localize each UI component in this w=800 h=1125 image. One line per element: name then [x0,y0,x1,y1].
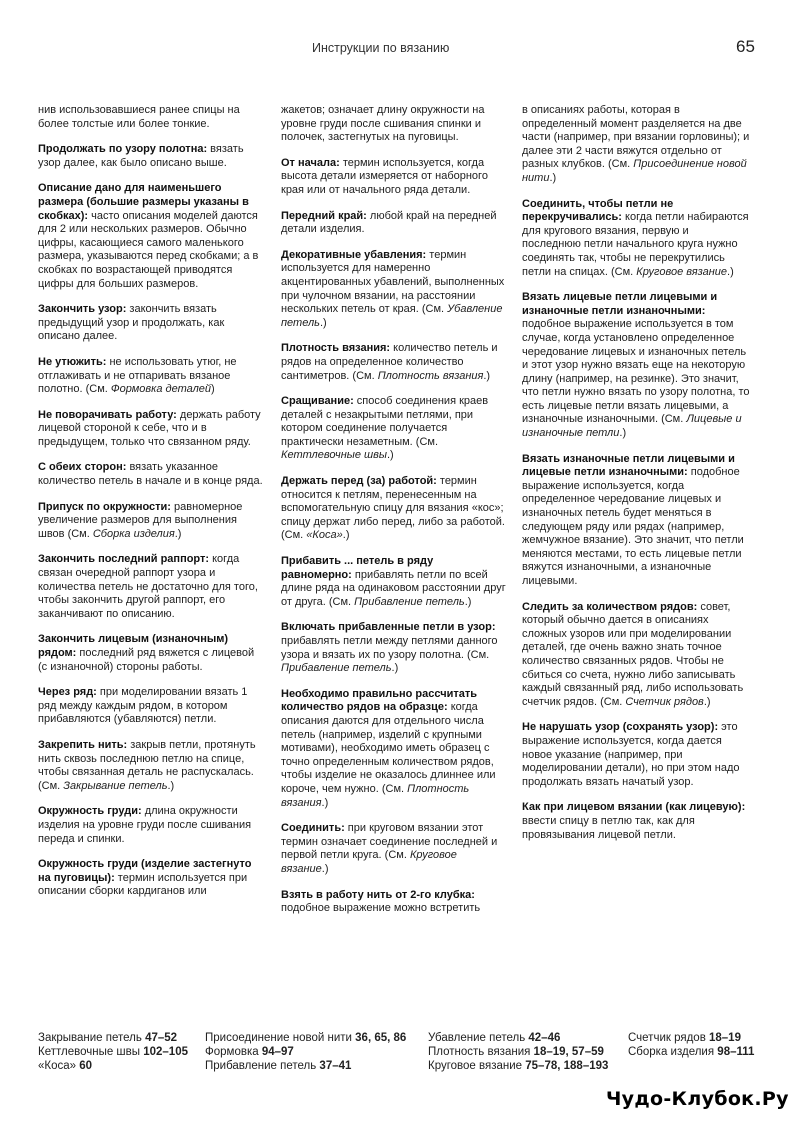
index-pages: 75–78, 188–193 [525,1060,609,1072]
glossary-term: Необходимо правильно рассчитать количество рядов на образце: [281,687,477,714]
index-label: Присоединение новой нити [205,1032,356,1044]
reference-closing: .) [703,695,711,708]
index-label: Убавление петель [428,1032,529,1044]
glossary-definition: любой край на передней детали изделия. [281,209,497,236]
glossary-definition: нив использовавшиеся ранее спицы на более толстые или более тонкие. [38,104,240,130]
index-pages: 36, 65, 86 [355,1032,407,1044]
glossary-definition: способ соединения краев деталей с незакрытыми петлями, при котором соединение получается практически незаметным. (См. [281,395,489,448]
glossary-term: Сращивание: [281,395,354,408]
glossary-term: Вязать лицевые петли лицевыми и изнаночные петли изнаночными: [522,291,718,317]
glossary-entry [38,686,263,727]
index-footer-item [428,1045,608,1059]
index-pages: 37–41 [319,1060,352,1072]
glossary-entry [281,889,507,916]
glossary-term: Не утюжить: [38,355,107,368]
reference-closing: .) [727,265,734,278]
glossary-definition: закончить вязать предыдущий узор и продолжать, как описано далее. [38,303,225,343]
index-label: Сборка изделия [628,1046,718,1058]
glossary-term: Не поворачивать работу: [38,408,177,421]
glossary-definition: длина окружности изделия на уровне груди после сшивания переда и спинки. [38,805,252,845]
glossary-definition: подобное выражение можно встретить [281,902,481,915]
cross-reference: Лицевые и изнаночные петли [522,413,742,440]
glossary-definition: прибавлять петли по всей длине ряда на одинаковом расстоянии друг от друга. (См. [281,568,506,608]
glossary-term: Соединить: [281,822,345,835]
index-footer-item [628,1031,754,1045]
cross-reference: Закрывание петель [63,779,168,792]
glossary-definition: термин относится к петлям, перенесенным на вспомогательную спицу для вязания «кос»; спицу держат либо перед, либо за работой. (См. [281,475,505,542]
glossary-term: Описание дано для наименьшего размера (большие размеры указаны в скобках): [38,182,249,222]
cross-reference: Круговое вязание [636,265,728,278]
glossary-entry [38,104,263,131]
glossary-entry [38,409,263,450]
glossary-term: Продолжать по узору полотна: [38,143,208,156]
glossary-entry [522,198,750,280]
glossary-definition: термин используется при описании сборки кардиганов или [38,871,248,898]
glossary-definition: при моделировании вязать 1 ряд между каждым рядом, в котором прибавляются (убавляются) петли. [38,686,248,726]
glossary-entry [522,721,750,789]
reference-closing: .) [342,529,350,542]
reference-closing: .) [321,862,329,875]
glossary-entry [38,633,263,674]
glossary-entry [38,805,263,846]
glossary-definition: жакетов; означает длину окружности на уровне груди после сшивания спинки и полочек, застегнутых на пуговицы. [281,104,485,144]
index-footer-col-4 [628,1031,754,1059]
glossary-entry [281,395,507,463]
index-pages: 94–97 [261,1046,294,1058]
glossary-entry [281,157,507,198]
glossary-term: От начала: [281,156,340,169]
glossary-term: Окружность груди (изделие застегнуто на пуговицы): [38,858,252,884]
reference-closing: .) [549,171,557,184]
cross-reference: Прибавление петель [354,595,465,608]
glossary-term: Через ряд: [38,686,97,699]
glossary-definition: часто описания моделей даются для 2 или нескольких размеров. Обычно цифры, касающиеся самого маленького размера, указываются перед скобками; а в скобках по возрастающей приводятся цифры для больших размеров. [38,209,259,290]
glossary-term: Соединить, чтобы петли не перекручивались: [522,197,674,224]
reference-closing: .) [387,449,394,462]
glossary-definition: равномерное увеличение размеров для выполнения швов (См. [38,500,243,540]
glossary-definition: подобное выражение используется в том случае, когда установлено определенное чередование лицевых и изнаночных петель и этот узор нужно вязать еще на некоторую длину (например, на резинке). Это значит, что петли нужно вязать по узору полотна, то есть лицевые петли вязать лицевыми, а изнаночные изнаночными. (См. [522,318,750,426]
glossary-column-3 [522,104,750,854]
glossary-entry [38,303,263,344]
index-pages: 47–52 [145,1032,178,1044]
glossary-entry [281,555,507,609]
cross-reference: Формовка деталей [110,383,212,396]
glossary-entry [281,688,507,810]
glossary-entry [522,104,750,186]
index-footer-col-3 [428,1031,608,1073]
index-pages: 18–19, 57–59 [533,1046,604,1058]
index-pages: 42–46 [528,1032,561,1044]
glossary-entry [522,801,750,842]
index-footer-item [205,1045,406,1059]
index-label: «Коса» [38,1060,80,1072]
glossary-entry [281,210,507,237]
glossary-definition: последний ряд вяжется с лицевой (с изнаночной) стороны работы. [38,647,255,673]
glossary-term: Взять в работу нить от 2-го клубка: [281,888,475,901]
glossary-entry [38,858,263,899]
glossary-definition: подобное выражение используется, когда определенное чередование лицевых и изнаночных петель будет меняться в следующем ряду или рядах (например, жемчужное вязание). Это значит, что петли меняются местами, то есть лицевые петли вяжутся изнаночными, а изнаночные лицевыми. [522,466,744,587]
glossary-definition: термин используется, когда высота детали измеряется от наборного края или от начального ряда детали. [281,156,488,196]
cross-reference: Кеттлевочные швы [281,449,387,462]
glossary-term: Вязать изнаночные петли лицевыми и лицевые петли изнаночными: [522,452,735,479]
glossary-entry [522,453,750,589]
reference-closing: .) [167,779,175,792]
index-footer-item [428,1059,608,1073]
glossary-term: Плотность вязания: [281,342,391,355]
index-label: Плотность вязания [428,1046,534,1058]
glossary-definition: когда связан очередной раппорт узора и количества петель не достаточно для того, чтобы закончить другой раппорт, его заканчивают по описанию. [38,553,258,620]
index-label: Прибавление петель [205,1060,320,1072]
glossary-definition: когда петли набираются для кругового вязания, первую и последнюю петли начального круга нужно соединять так, чтобы не перекрутились петли на спицах. (См. [522,211,749,278]
index-label: Круговое вязание [428,1060,526,1072]
reference-closing: .) [174,527,182,540]
glossary-term: Закрепить нить: [38,738,128,751]
index-footer-col-1 [38,1031,188,1073]
glossary-term: С обеих сторон: [38,461,127,474]
glossary-entry [522,291,750,441]
glossary-definition: вязать указанное количество петель в начале и в конце ряда. [38,461,263,488]
glossary-entry [38,553,263,621]
site-watermark: Чудо-Клубок.Ру [606,1088,789,1110]
glossary-entry [38,461,263,488]
cross-reference: «Коса» [306,529,343,542]
glossary-entry [38,182,263,291]
reference-closing: .) [464,595,472,608]
glossary-definition: ввести спицу в петлю так, как для провязывания лицевой петли. [522,814,695,841]
index-label: Формовка [205,1046,262,1058]
glossary-term: Как при лицевом вязании (как лицевую): [522,801,746,814]
glossary-definition: когда описания даются для отдельного числа петель (например, изделий с крупными мотивами), необходимо иметь образец с точно определенным количеством рядов, чтобы изделие не оказалось длиннее или короче, чем нужно. (См. [281,701,496,795]
glossary-term: Включать прибавленные петли в узор: [281,621,496,634]
index-label: Кеттлевочные швы [38,1046,144,1058]
cross-reference: Присоединение новой нити [522,158,747,184]
glossary-term: Припуск по окружности: [38,500,171,513]
glossary-term: Следить за количеством рядов: [522,600,698,613]
glossary-entry [281,249,507,331]
cross-reference: Плотность вязания [377,369,484,382]
cross-reference: Счетчик рядов [625,695,704,708]
glossary-entry [38,356,263,397]
index-pages: 102–105 [143,1046,188,1058]
reference-closing: .) [319,316,327,329]
glossary-term: Передний край: [281,209,367,222]
glossary-definition: количество петель и рядов на определенное количество сантиметров. (См. [281,342,498,382]
glossary-definition: это выражение используется, когда дается новое указание (например, при моделировании детали), но при этом надо продолжать вязать начатый узор. [522,721,740,788]
cross-reference: Прибавление петель [281,662,392,675]
glossary-definition: прибавлять петли между петлями данного узора и вязать их по узору полотна. (См. [281,635,498,661]
index-footer-item [205,1059,406,1073]
index-footer-item [205,1031,406,1045]
reference-closing: .) [321,796,329,809]
index-label: Закрывание петель [38,1032,146,1044]
glossary-entry [38,739,263,793]
glossary-definition: при круговом вязании этот термин означает соединение последней и первой петли круга. (См. [281,822,498,862]
glossary-entry [281,104,507,145]
index-footer-item [38,1045,188,1059]
glossary-definition: закрыв петли, протянуть нить сквозь последнюю петлю на спице, чтобы связанная деталь не распускалась. (См. [38,738,256,792]
reference-closing: .) [619,427,627,440]
glossary-entry [281,621,507,675]
reference-closing: ) [211,383,215,396]
glossary-entry [281,475,507,543]
glossary-entry [522,601,750,710]
cross-reference: Плотность вязания [281,782,470,809]
glossary-entry [38,501,263,542]
glossary-term: Прибавить ... петель в ряду равномерно: [281,555,434,581]
cross-reference: Круговое вязание [281,849,457,875]
index-label: Счетчик рядов [628,1032,709,1044]
glossary-entry [281,822,507,876]
cross-reference: Убавление петель [281,303,503,329]
index-pages: 18–19 [709,1032,741,1044]
glossary-definition: не использовать утюг, не отглаживать и не отпаривать вязаное полотно. (См. [38,355,237,396]
glossary-term: Закончить лицевым (изнаночным) рядом: [38,633,229,659]
glossary-column-1 [38,104,263,911]
index-pages: 60 [79,1060,93,1072]
glossary-column-2 [281,104,507,928]
glossary-term: Держать перед (за) работой: [281,475,437,488]
glossary-definition: совет, который обычно дается в описаниях сложных узоров или при моделировании деталей, где очень важно знать точное количество связанных рядов. Чтобы не сбиться со счета, нужно либо записывать каждый связанный ряд, либо использовать счетчик рядов. (См. [522,600,744,708]
glossary-entry [38,143,263,170]
glossary-definition: держать работу лицевой стороной к себе, что и в предыдущем, только что связанном ряду. [38,408,261,448]
index-footer-item [428,1031,608,1045]
index-footer-col-2 [205,1031,406,1073]
glossary-term: Окружность груди: [38,805,142,818]
glossary-term: Закончить узор: [38,303,127,316]
glossary-term: Не нарушать узор (сохранять узор): [522,721,719,734]
index-footer-item [38,1059,188,1073]
glossary-entry [281,342,507,383]
cross-reference: Сборка изделия [92,527,175,540]
reference-closing: .) [391,662,399,675]
glossary-definition: термин используется для намеренно акцентированных убавлений, выполненных при чулочном вязании, на расстоянии нескольких петель от края. (См. [281,248,505,316]
glossary-definition: вязать узор далее, как было описано выше. [38,143,244,169]
glossary-definition: в описаниях работы, которая в определенный момент разделяется на две части (например, при вязании горловины); и далее эти 2 части вяжутся отдельно от разных клубков. (См. [522,104,750,171]
index-footer-item [38,1031,188,1045]
page-number: 65 [736,37,755,56]
reference-closing: .) [483,369,491,382]
glossary-term: Декоративные убавления: [281,248,427,261]
glossary-term: Закончить последний раппорт: [38,553,210,566]
index-pages: 98–111 [717,1046,755,1058]
page-header-title: Инструкции по вязанию [312,41,450,55]
index-footer-item [628,1045,754,1059]
